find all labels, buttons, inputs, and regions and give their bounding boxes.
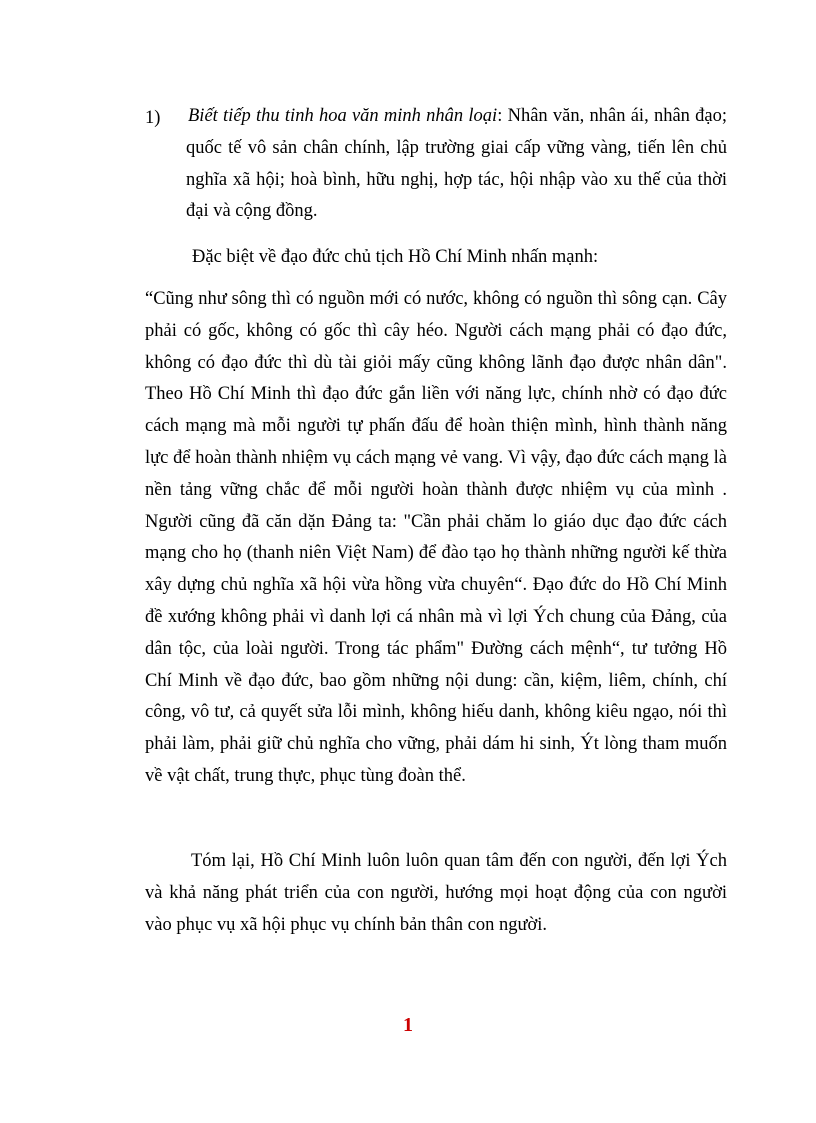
summary-paragraph: Tóm lại, Hồ Chí Minh luôn luôn quan tâm đến con người, đến lợi Ých và khả năng phát triển của con người, hướng mọi hoạt động của con người vào phục vụ xã hội phục vụ chính bản thân con người. [145,851,727,935]
quote-paragraph: “Cũng như sông thì có nguồn mới có nước, không có nguồn thì sông cạn. Cây phải có gốc, không có gốc thì cây héo. Người cách mạng phải có đạo đức, không có đạo đức thì dù tài giỏi mấy cũng không lãnh đạo được nhân dân". Theo Hồ Chí Minh thì đạo đức gắn liền với năng lực, chính nhờ có đạo đức cách mạng mà mỗi người tự phấn đấu để hoàn thiện mình, hình thành năng lực để hoàn thành nhiệm vụ cách mạng vẻ vang. Vì vậy, đạo đức cách mạng là nền tảng vững chắc để mỗi người hoàn thành được nhiệm vụ của mình . Người cũng đã căn dặn Đảng ta: "Cần phải chăm lo giáo dục đạo đức cách mạng cho họ (thanh niên Việt Nam) để đào tạo họ thành những người kế thừa xây dựng chủ nghĩa xã hội vừa hồng vừa chuyên“. Đạo đức do Hồ Chí Minh đề xướng không phải vì danh lợi cá nhân mà vì lợi Ých chung của Đảng, của dân tộc, của loài người. Trong tác phẩm" Đường cách mệnh“, tư tưởng Hồ Chí Minh về đạo đức, bao gồm những nội dung: cần, kiệm, liêm, chính, chí công, vô tư, cả quyết sửa lỗi mình, không hiếu danh, không kiêu ngạo, nói thì phải làm, phải giữ chủ nghĩa cho vững, phải dám hi sinh, Ýt lòng tham muốn về vật chất, trung thực, phục tùng đoàn thể. [145,289,727,786]
list-item-number: 1) [145,108,161,128]
list-item-italic-lead: Biết tiếp thu tinh hoa văn minh nhân loại [188,106,498,126]
list-item-text: : Nhân văn, nhân ái, nhân đạo; quốc tế vô sản chân chính, lập trường giai cấp vững vàng, tiến lên chủ nghĩa xã hội; hoà bình, hữu nghị, hợp tác, hội nhập vào xu thế của thời đại và cộng đồng. [186,106,727,222]
special-emphasis-line: Đặc biệt về đạo đức chủ tịch Hồ Chí Minh nhấn mạnh: [192,247,599,267]
list-item-body [186,101,727,228]
page-number: 1 [403,1014,413,1036]
numbered-list-item [145,101,727,228]
